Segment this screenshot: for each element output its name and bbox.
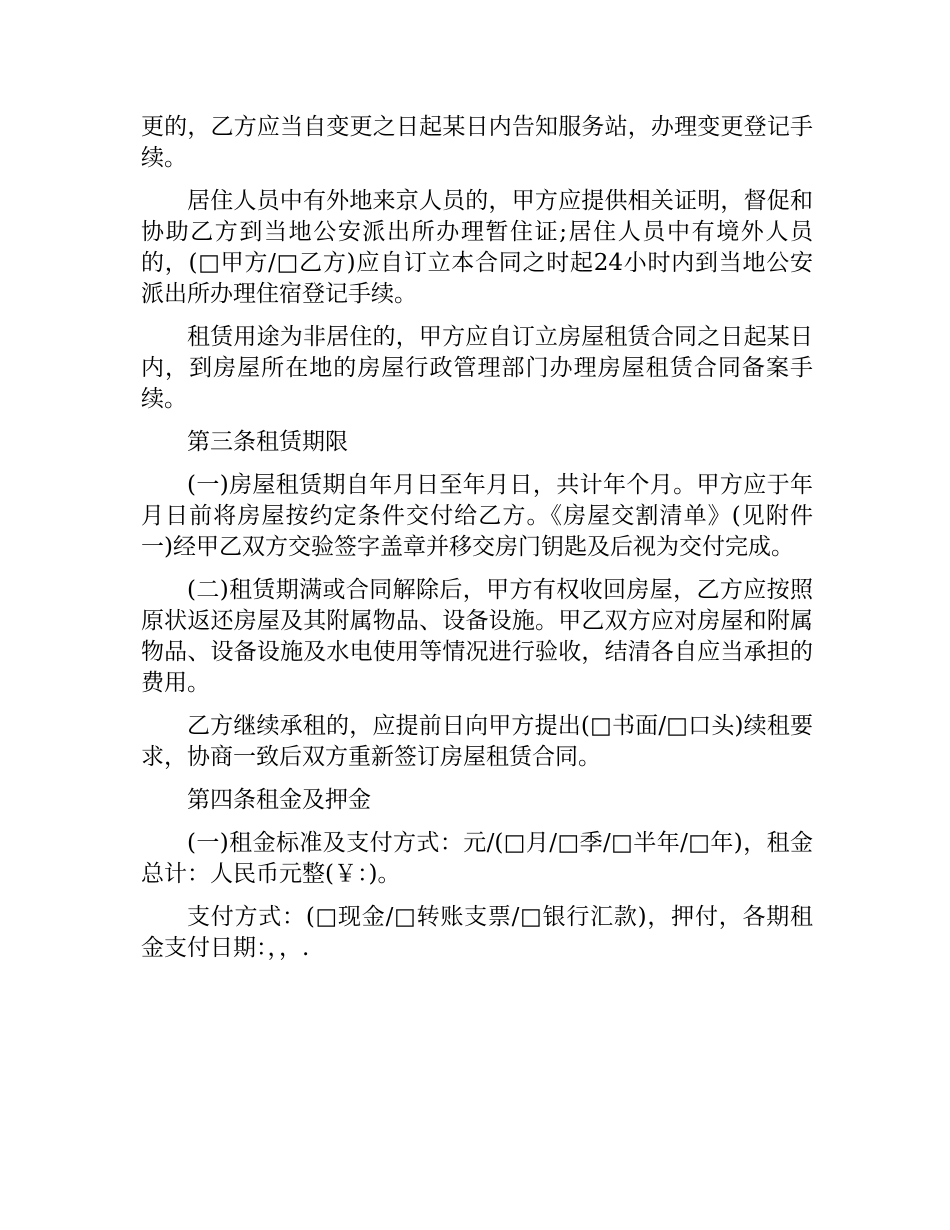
paragraph-non-residential-filing: 租赁用途为非居住的，甲方应自订立房屋租赁合同之日起某日内，到房屋所在地的房屋行政管理部门办理房屋租赁合同备案手续。 — [141, 324, 813, 412]
heading-article-three: 第三条租赁期限 — [187, 429, 348, 455]
paragraph-rent-standard: (一)租金标准及支付方式：元/(□月/□季/□半年/□年)，租金总计：人民币元整(￥：)。 — [141, 830, 813, 887]
heading-article-four: 第四条租金及押金 — [187, 787, 371, 813]
paragraph-lease-expiry: (二)租赁期满或合同解除后，甲方有权收回房屋，乙方应按照原状返还房屋及其附属物品、设备设施。甲乙双方应对房屋和附属物品、设备设施及水电使用等情况进行验收，结清各自应当承担的费用。 — [141, 577, 813, 696]
paragraph-change-registration: 更的，乙方应当自变更之日起某日内告知服务站，办理变更登记手续。 — [141, 114, 813, 171]
paragraph-lease-renewal: 乙方继续承租的，应提前日向甲方提出(□书面/□口头)续租要求，协商一致后双方重新签订房屋租赁合同。 — [141, 713, 813, 770]
document-body — [141, 112, 813, 976]
paragraph-temporary-residence: 居住人员中有外地来京人员的，甲方应提供相关证明，督促和协助乙方到当地公安派出所办理暂住证;居住人员中有境外人员的，(□甲方/□乙方)应自订立本合同之时起24小时内到当地公安派出所办理住宿登记手续。 — [141, 188, 813, 307]
paragraph-payment-method: 支付方式：(□现金/□转账支票/□银行汇款)，押付，各期租金支付日期：，，. — [141, 904, 813, 961]
paragraph-lease-term: (一)房屋租赁期自年月日至年月日，共计年个月。甲方应于年月日前将房屋按约定条件交付给乙方。《房屋交割清单》(见附件一)经甲乙双方交验签字盖章并移交房门钥匙及后视为交付完成。 — [141, 472, 813, 560]
